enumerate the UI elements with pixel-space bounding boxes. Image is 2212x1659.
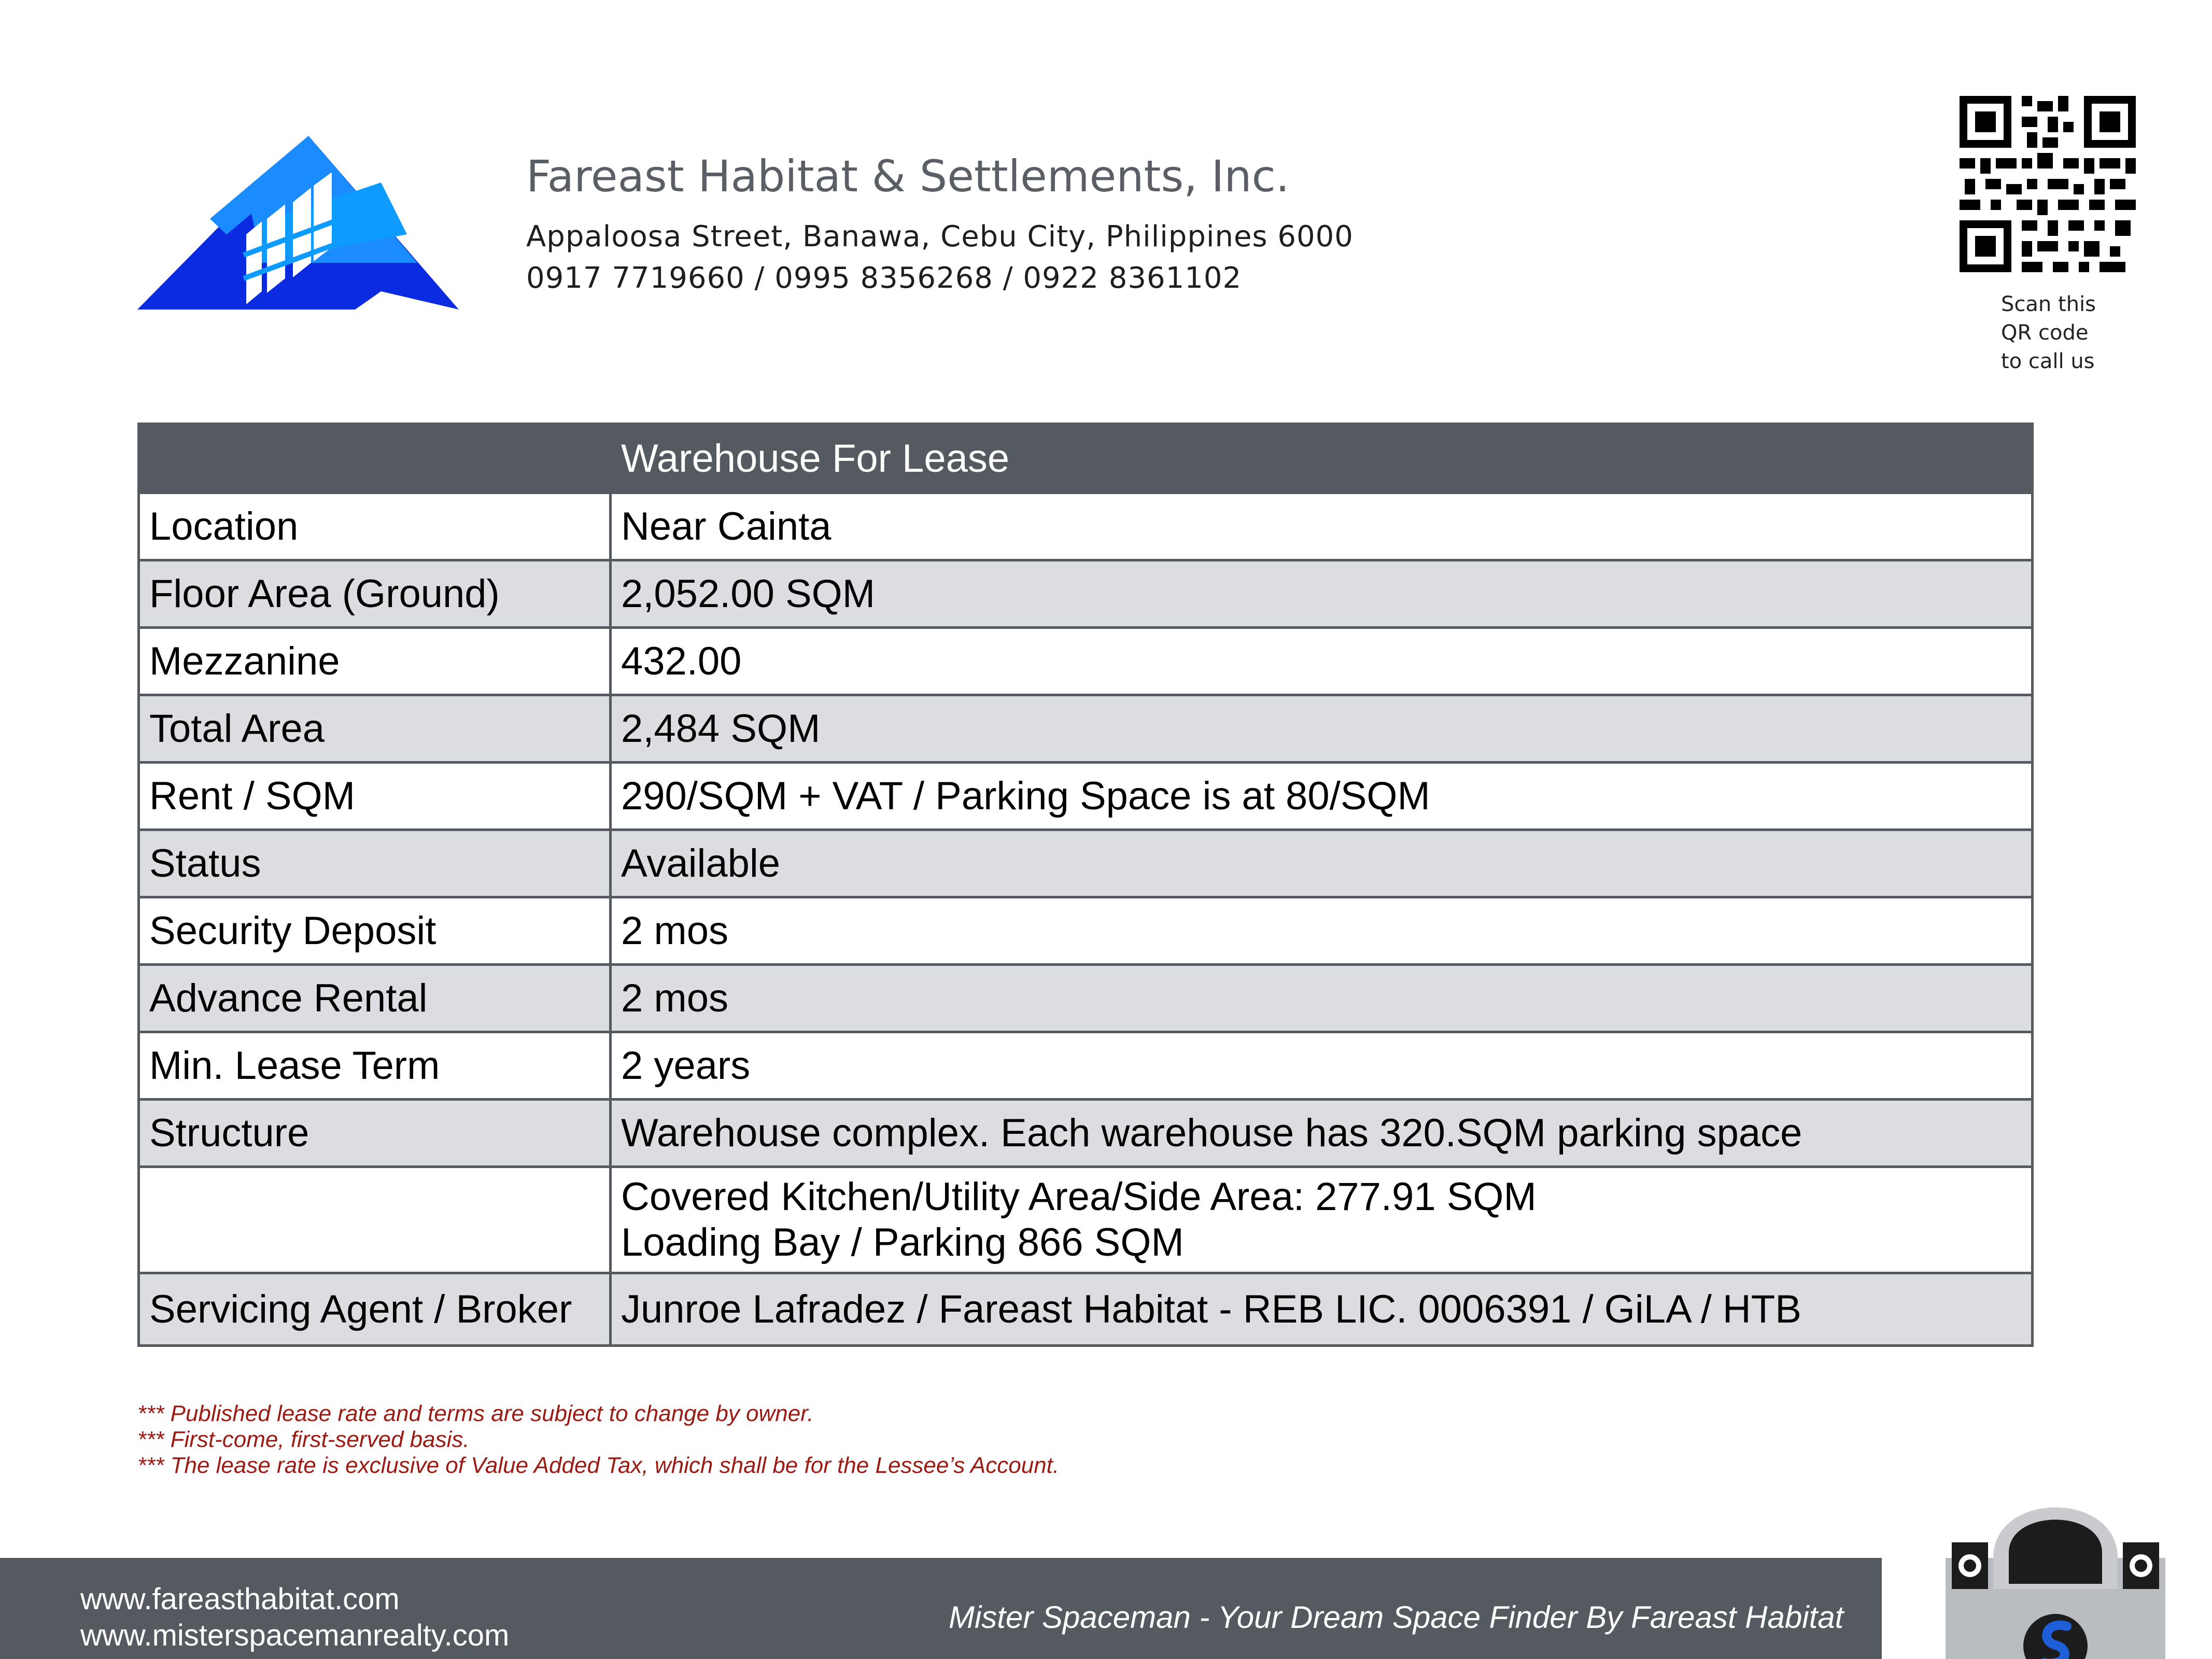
qr-caption-line: QR code <box>2001 321 2089 345</box>
company-info <box>526 148 1354 299</box>
disclaimer-note: *** Published lease rate and terms are subject to change by owner. <box>137 1401 814 1426</box>
row-value-line: Covered Kitchen/Utility Area/Side Area: 277.91 SQM <box>621 1175 1537 1219</box>
table-row <box>139 965 2033 1032</box>
qr-caption <box>2001 290 2125 376</box>
row-value: 432.00 <box>611 628 2033 695</box>
company-address: Appaloosa Street, Banawa, Cebu City, Philippines 6000 <box>526 220 1354 254</box>
table-row <box>139 897 2033 965</box>
row-label: Security Deposit <box>139 897 611 965</box>
row-value: Near Cainta <box>611 493 2033 560</box>
qr-code[interactable] <box>1960 96 2136 272</box>
disclaimer-note: *** First-come, first-served basis. <box>137 1427 470 1452</box>
table-row <box>139 560 2033 628</box>
row-value: Warehouse complex. Each warehouse has 320.SQM parking space <box>611 1100 2033 1167</box>
website-link[interactable]: www.misterspacemanrealty.com <box>80 1619 510 1652</box>
company-name: Fareast Habitat & Settlements, Inc. <box>526 151 1290 202</box>
row-label: Min. Lease Term <box>139 1032 611 1100</box>
disclaimer-notes <box>137 1401 1059 1479</box>
row-value: 2 mos <box>611 897 2033 965</box>
company-logo <box>137 136 459 310</box>
row-label: Status <box>139 830 611 897</box>
row-value: Available <box>611 830 2033 897</box>
row-value: 2,484 SQM <box>611 695 2033 763</box>
row-label: Servicing Agent / Broker <box>139 1273 611 1346</box>
row-value: 2,052.00 SQM <box>611 560 2033 628</box>
row-label: Mezzanine <box>139 628 611 695</box>
row-value: 290/SQM + VAT / Parking Space is at 80/SQM <box>611 763 2033 830</box>
table-row <box>139 628 2033 695</box>
table-row <box>139 763 2033 830</box>
table-row <box>139 695 2033 763</box>
row-value-line: Loading Bay / Parking 866 SQM <box>621 1220 1184 1264</box>
row-label: Total Area <box>139 695 611 763</box>
table-row <box>139 493 2033 560</box>
row-label: Floor Area (Ground) <box>139 560 611 628</box>
row-value: 2 mos <box>611 965 2033 1032</box>
table-row <box>139 830 2033 897</box>
row-label <box>139 1167 611 1273</box>
row-label: Structure <box>139 1100 611 1167</box>
disclaimer-note: *** The lease rate is exclusive of Value Added Tax, which shall be for the Lessee’s Account. <box>137 1453 1060 1478</box>
row-value: 2 years <box>611 1032 2033 1100</box>
table-row <box>139 1100 2033 1167</box>
row-label: Location <box>139 493 611 560</box>
listing-title: Warehouse For Lease <box>611 424 2033 493</box>
footer-tagline: Mister Spaceman - Your Dream Space Finder By Fareast Habitat <box>949 1600 1844 1635</box>
qr-caption-line: to call us <box>2001 349 2095 373</box>
table-header-row <box>139 424 2033 493</box>
table-row <box>139 1167 2033 1273</box>
listing-table <box>137 423 2034 1347</box>
spaceman-mascot-icon <box>1931 1480 2180 1659</box>
website-link[interactable]: www.fareasthabitat.com <box>80 1582 400 1616</box>
row-value <box>611 1167 2033 1273</box>
footer-links <box>80 1581 509 1654</box>
header-empty-cell <box>139 424 611 493</box>
row-label: Rent / SQM <box>139 763 611 830</box>
company-phones: 0917 7719660 / 0995 8356268 / 0922 8361102 <box>526 261 1242 295</box>
qr-caption-line: Scan this <box>2001 292 2096 316</box>
table-row <box>139 1032 2033 1100</box>
table-row <box>139 1273 2033 1346</box>
row-value: Junroe Lafradez / Fareast Habitat - REB LIC. 0006391 / GiLA / HTB <box>611 1273 2033 1346</box>
row-label: Advance Rental <box>139 965 611 1032</box>
